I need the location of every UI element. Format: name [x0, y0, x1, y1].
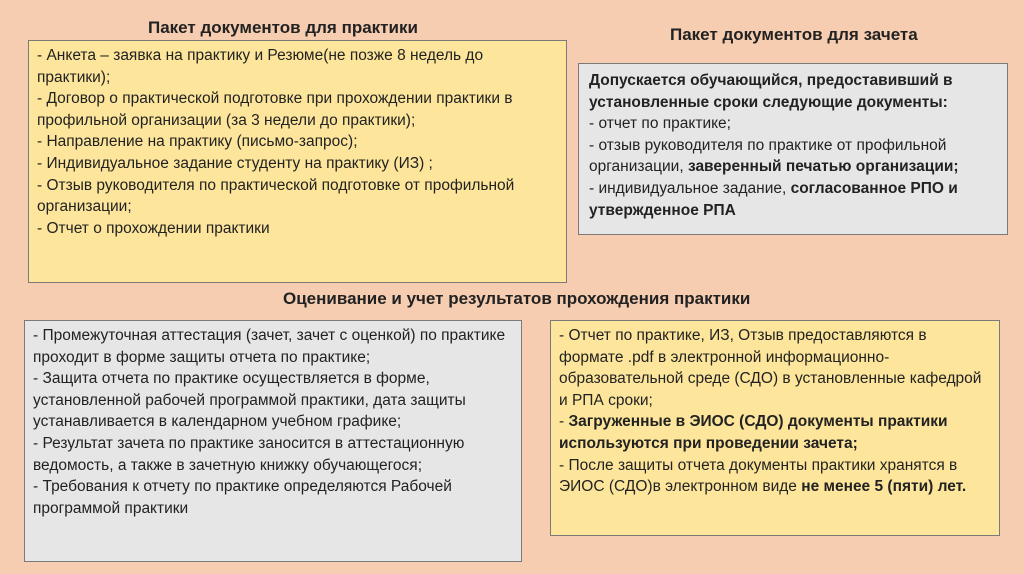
credit-pack-title: Пакет документов для зачета	[670, 25, 918, 44]
list-item: - Промежуточная аттестация (зачет, зачет с оценкой) по практике проходит в форме защиты отчета по практике;	[33, 327, 506, 366]
list-item: - Направление на практику (письмо-запрос);	[37, 133, 358, 151]
assessment-title: Оценивание и учет результатов прохождения практики	[283, 289, 751, 308]
list-item: - индивидуальное задание, согласованное РПО и утвержденное РПА	[589, 179, 958, 219]
credit-intro: Допускается обучающийся, предоставивший в установленные сроки следующие документы:	[589, 72, 953, 111]
list-item: - отчет по практике;	[589, 115, 731, 133]
list-item: - Отчет о прохождении практики	[37, 219, 270, 237]
credit-documents-box	[578, 63, 1008, 235]
list-item: - Требования к отчету по практике определяются Рабочей программой практики	[33, 478, 452, 517]
practice-pack-title: Пакет документов для практики	[148, 18, 418, 37]
practice-documents-box	[28, 40, 567, 283]
list-item: - Отчет по практике, ИЗ, Отзыв предоставляются в формате .pdf в электронной информационно-образовательной среде (СДО) в установленные кафедрой и РПА сроки;	[559, 327, 982, 409]
assessment-box	[24, 320, 522, 562]
list-item: - После защиты отчета документы практики хранятся в ЭИОС (СДО)в электронном виде не менее 5 (пяти) лет.	[559, 456, 967, 496]
list-item: - Анкета – заявка на практику и Резюме(не позже 8 недель до практики);	[37, 47, 484, 86]
storage-box	[550, 320, 1000, 536]
list-item: - Индивидуальное задание студенту на практику (ИЗ) ;	[37, 154, 433, 172]
list-item: - Загруженные в ЭИОС (СДО) документы практики используются при проведении зачета;	[559, 413, 948, 452]
list-item: - Результат зачета по практике заносится в аттестационную ведомость, а также в зачетную книжку обучающегося;	[33, 434, 465, 474]
list-item: - Договор о практической подготовке при прохождении практики в профильной организации (за 3 недели до практики);	[37, 90, 513, 129]
list-item: - Защита отчета по практике осуществляется в форме, установленной рабочей программой практики, дата защиты устанавливается в календарном учебном графике;	[33, 370, 466, 431]
list-item: - отзыв руководителя по практике от профильной организации, заверенный печатью организации;	[589, 136, 959, 176]
list-item: - Отзыв руководителя по практической подготовке от профильной организации;	[37, 176, 515, 216]
